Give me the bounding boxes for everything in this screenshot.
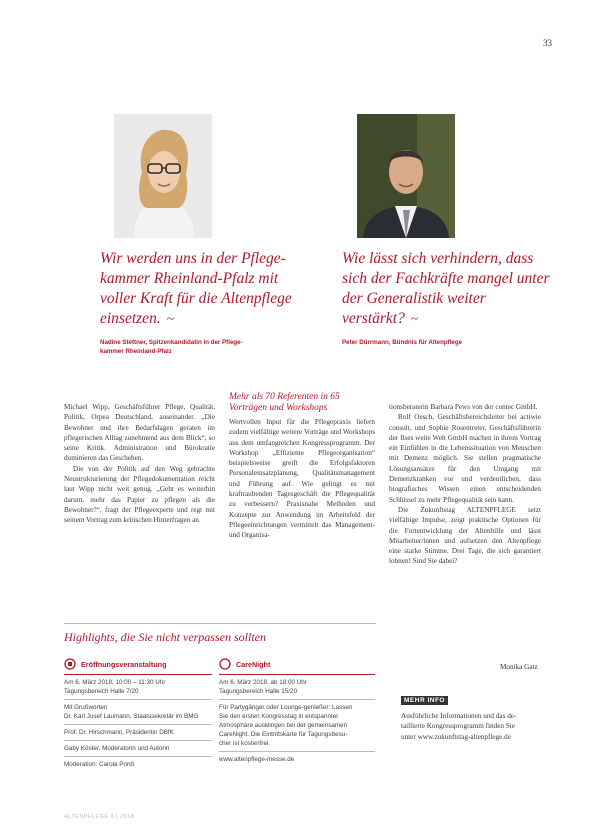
- event-line: Atmosphäre ausklingen bei der gemeinsamen: [219, 722, 348, 729]
- event-line: Am 6. März 2018, 10:00 – 11:30 Uhr: [64, 679, 166, 686]
- event-rule: [219, 674, 375, 675]
- column1-paragraph: Michael Wipp, Geschäftsführer Pflege, Qualität, Politik, Orpea Deutschland, auseinander. „Die Bewohner und ihre Bedarfslagen geraten im pflegerischen Alltag zunehmend aus dem Blick“, so seine Kritik. Administration und Bürokratie dominieren das Geschehen.: [64, 403, 215, 463]
- event-rule: [64, 674, 212, 675]
- calendar-icon: [64, 658, 76, 670]
- column3-paragraph: Die Zukunftstag ALTENPFLEGE setzt vielfältige Impulse, zeigt praktische Optionen für die Fortentwicklung der Altenhilfe und lässt Mitarbeiter/innen und aufsetzen den Altenpflege eine starke Stimme. Drei Tage, die sich garantiert lohnen! Sind Sie dabei?: [389, 505, 541, 566]
- event-line: Am 6. März 2018, ab 18:00 Uhr: [219, 679, 307, 686]
- highlights-top-rule: [64, 623, 376, 624]
- event-line: Dr. Karl Josef Laumann, Staatssekretär im BMG: [64, 713, 199, 720]
- left-quote-text: Wir werden uns in der Pflege-kammer Rheinland-Pfalz mit voller Kraft für die Altenpflege einsetzen.: [100, 250, 292, 327]
- portrait-man-image: [357, 114, 455, 238]
- column2-heading: Mehr als 70 Referenten in 65 Vorträgen und Workshops: [229, 392, 340, 413]
- event-title: CareNight: [236, 659, 271, 669]
- author-signature: Monika Gatz: [500, 663, 538, 671]
- right-caption: Peter Dürrmann, Bündnis für Altenpflege: [342, 339, 463, 346]
- column2-paragraph: Wertvollen Input für die Pflegepraxis liefern zudem vielfältige weitere Vorträge und Workshops aus dem umfangreichen Kongressprogramm. Der Workshop „Effiziente Pflegeorganisation“ beispielsweise greift die Erfolgsfaktoren Personaleinsatzplanung, Qualitätsmanagement und Führung auf. Wie gelingt es mit kraftraubenden Tagesgeschäft die Pflegequalität zu verbessern? Praxisnahe Methoden und Konzepte zur Anwendung im Arbeitsfeld der Pflegeeinrichtungen vermittelt das Management- und Organisa-: [229, 418, 375, 540]
- more-info-box: [401, 689, 546, 742]
- right-quote-text: Wie lässt sich verhindern, dass sich der Fachkräfte mangel unter der Generalistik weiter verstärkt?: [342, 250, 550, 327]
- squiggle-icon: ~: [166, 312, 175, 327]
- event-line: Für Partygänger oder Lounge-genießer: Lassen: [219, 704, 353, 711]
- event-line: Gaby Köster, Moderatorin und Autorin: [64, 745, 170, 752]
- right-quote: [342, 249, 552, 330]
- more-info-badge: MEHR INFO: [401, 696, 448, 705]
- info-line: Ausführliche Informationen und das de-: [401, 712, 517, 720]
- article-column-2: [229, 392, 375, 541]
- left-caption-line1: Nadine Stettner, Spitzenkandidatin in der Pflege-: [100, 339, 243, 346]
- event-line: Moderation: Carola Pordi: [64, 761, 135, 768]
- article-column-1: [64, 402, 215, 526]
- column3-paragraph: Rolf Oesch, Geschäftsbereichsleiter bei actiwie consult, und Sophie Rosentreter, Geschäftsführerin der Ilses weite Welt GmbH machen in ihrem Vortrag ein Einfühlen in die Lebenssituation von Menschen mit Demenz möglich. Sie stellen pragmatische Lösungsansätze für den Umgang mit Demenzkranken vor und verdeutlichen, dass biografisches Wissen einen entscheidenden Schlüssel zu mehr Pflegequalität sein kann.: [389, 413, 541, 504]
- portrait-woman-image: [114, 114, 212, 238]
- page-number: 33: [543, 38, 552, 48]
- highlights-title: Highlights, die Sie nicht verpassen sollten: [64, 630, 266, 644]
- left-quote: [100, 249, 310, 330]
- event-link[interactable]: www.altenpflege-messe.de: [219, 756, 295, 763]
- event-line: Mit Grußworten: [64, 704, 108, 711]
- footer-text: ALTENPFLEGE 3 | 2018: [64, 814, 135, 820]
- left-caption-line2: kammer Rheinland-Pfalz: [100, 348, 172, 355]
- event-line: CareNight. Die Eintrittskarte für Tagungsbesu-: [219, 731, 348, 738]
- column3-paragraph: tionsberaterin Barbara Pews von der contec GmbH.: [389, 403, 538, 411]
- event-line: Sie den ersten Kongresstag in entspannter: [219, 713, 339, 720]
- article-column-3: [389, 402, 541, 567]
- event-card-opening: [64, 658, 212, 769]
- squiggle-icon: ~: [410, 312, 419, 327]
- event-line: Prof. Dr. Hirschmann, Präsidentin DBfK: [64, 729, 174, 736]
- moon-icon: [219, 658, 231, 670]
- event-line: Tagungsbereich Halle 7/20: [64, 688, 139, 695]
- event-card-carenight: [219, 658, 375, 764]
- event-line: Tagungsbereich Halle 15/20: [219, 688, 298, 695]
- event-title: Eröffnungsveranstaltung: [81, 659, 167, 669]
- left-caption: [100, 338, 243, 356]
- column1-paragraph: Die von der Politik auf den Weg gebrachte Neustrukturierung der Pflegedokumentation reicht laut Wipp nicht weit genug. „Geht es weiterhin darum, mehr das Papier zu pflegen als die Bewohner?“, fragt der Pflegeexperte und regt mit seinem Vortrag zum kritischen Hinterfragen an.: [64, 464, 215, 525]
- info-link[interactable]: unter www.zukunftstag-altenpflege.de: [401, 732, 511, 741]
- info-line: taillierte Kongressprogramm finden Sie: [401, 722, 515, 731]
- event-line: cher ist kostenfrei.: [219, 740, 271, 747]
